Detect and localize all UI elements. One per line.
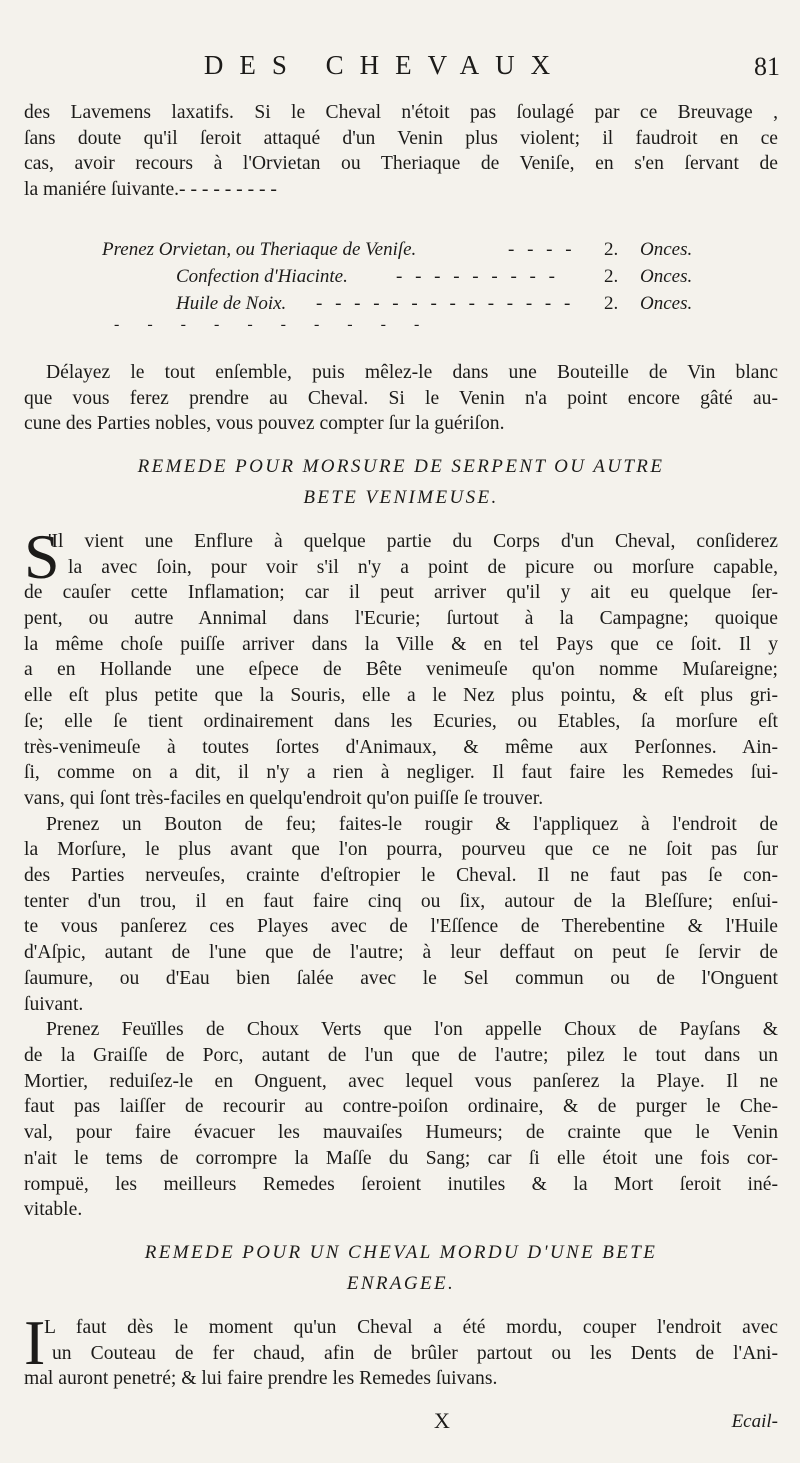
page-number: 81 [754, 52, 780, 81]
text-line: n'ait le tems de corrompre la Maſſe du Sang; car ſi elle étoit une fois cor- [24, 1147, 778, 1169]
text-line: 'Il vient une Enflure à quelque partie du Corps d'un Cheval, conſiderez [48, 530, 778, 552]
signature-mark: X [434, 1408, 450, 1433]
text-line: elle eſt plus petite que la Souris, elle a le Nez plus pointu, & eſt plus gri- [24, 685, 778, 707]
text-line: la maniére ſuivante.- - - - - - - - - [24, 179, 277, 201]
text-line: pent, ou autre Annimal dans l'Ecurie; ſurtout à la Campagne; quoique [24, 608, 778, 630]
recipe-leader: - - - - - - - - - - - - - - [316, 292, 575, 314]
paragraph-5 [24, 1306, 778, 1392]
text-line: de la Graiſſe de Porc, autant de l'un que de l'autre; pilez le tout dans un [24, 1044, 778, 1066]
text-line: que vous ferez prendre au Cheval. Si le Venin n'a point encore gâté au- [24, 387, 778, 409]
recipe-leader: - - - - [508, 238, 576, 260]
recipe-unit: Onces. [640, 292, 693, 314]
text-line: d'Aſpic, autant de l'une que de l'autre; à leur deffaut on peut ſe ſervir de [24, 942, 778, 964]
recipe-quantity: 2. [604, 265, 619, 287]
recipe-item [24, 239, 778, 266]
recipe-ingredient: Prenez Orvietan, ou Theriaque de Veniſe. [102, 238, 417, 260]
paragraph-2 [24, 520, 778, 812]
recipe-quantity: 2. [604, 238, 619, 260]
recipe-quantity: 2. [604, 292, 619, 314]
text-line: la Morſure, le plus avant que l'on pourra, pourveu que ce ne ſoit pas ſur [24, 839, 778, 861]
text-line: a en Hollande une eſpece de Bête venimeuſe qu'on nomme Muſareigne; [24, 659, 778, 681]
heading-line: REMEDE POUR UN CHEVAL MORDU D'UNE BETE [144, 1241, 658, 1263]
text-line: très-venimeuſe à toutes ſortes d'Animaux, & même aux Perſonnes. Ain- [24, 736, 778, 758]
text-line: ſi, comme on a dit, il n'y a rien à negliger. Il faut faire les Remedes ſui- [24, 762, 778, 784]
text-line: vans, qui ſont très-faciles en quelqu'endroit qu'on puiſſe ſe trouver. [24, 787, 544, 809]
heading-line: BETE VENIMEUSE. [303, 486, 499, 508]
text-line: val, pour faire évacuer les mauvaiſes Humeurs; de crainte que le Venin [24, 1122, 778, 1144]
text-line: Prenez un Bouton de feu; faites-le rougir & l'appliquez à l'endroit de [46, 813, 778, 835]
text-line: L faut dès le moment qu'un Cheval a été mordu, couper l'endroit avec [44, 1316, 778, 1338]
text-line: un Couteau de fer chaud, afin de brûler partout ou les Dents de l'Ani- [52, 1342, 778, 1364]
recipe-ingredient: Confection d'Hiacinte. [176, 265, 348, 287]
section-heading-serpent [24, 451, 778, 513]
text-line: tenter d'un trou, il en faut faire cinq ou ſix, autour de la Bleſſure; enſui- [24, 890, 778, 912]
heading-line: REMEDE POUR MORSURE DE SERPENT OU AUTRE [137, 455, 665, 477]
text-line: Mortier, reduiſez-le en Onguent, avec lequel vous panſerez la Playe. Il ne [24, 1070, 778, 1092]
text-line: de cauſer cette Inflamation; car il peut arriver qu'il y ait eu quelque ſer- [24, 582, 778, 604]
text-line: mal auront penetré; & lui faire prendre les Remedes ſuivans. [24, 1368, 498, 1390]
section-heading-rabid [24, 1237, 778, 1299]
heading-line: ENRAGEE. [346, 1272, 456, 1294]
text-line: ſe; elle ſe tient ordinairement dans les Ecuries, ou Etables, ſa morſure eſt [24, 710, 778, 732]
text-line: faut pas laiſſer de recourir au contre-poiſon ordinaire, & de purger le Che- [24, 1096, 778, 1118]
drop-cap: I [24, 1306, 46, 1378]
text-line: cas, avoir recours à l'Orvietan ou Theriaque de Veniſe, en s'en ſervant de [24, 153, 778, 175]
text-line: vitable. [24, 1199, 83, 1221]
page-footer [0, 1408, 800, 1438]
drop-cap: S [24, 520, 60, 592]
recipe-unit: Onces. [640, 265, 693, 287]
paragraph-1 [24, 360, 778, 437]
recipe-item [24, 293, 778, 320]
text-line: la même choſe puiſſe arriver dans la Ville & en tel Pays que ce ſoit. Il y [24, 633, 778, 655]
paragraph-4 [24, 1017, 778, 1223]
catchword: Ecail- [731, 1411, 778, 1432]
text-line: Délayez le tout enſemble, puis mêlez-le dans une Bouteille de Vin blanc [46, 361, 778, 383]
text-line: ſuivant. [24, 993, 84, 1015]
text-line: rompuë, les meilleurs Remedes ſeroient inutiles & la Mort ſeroit iné- [24, 1173, 778, 1195]
running-header [0, 50, 800, 90]
running-title: DES CHEVAUX [203, 50, 567, 80]
text-line: la avec ſoin, pour voir s'il n'y a point de picure ou morſure capable, [68, 556, 778, 578]
text-line: des Lavemens laxatifs. Si le Cheval n'étoit pas ſoulagé par ce Breuvage , [24, 102, 778, 123]
recipe-list [24, 239, 778, 334]
intro-paragraph [24, 100, 778, 203]
recipe-ingredient: Huile de Noix. [176, 292, 287, 314]
text-line: te vous panſerez ces Playes avec de l'Eſſence de Therebentine & l'Huile [24, 916, 778, 938]
recipe-leader: - - - - - - - - - [396, 265, 559, 287]
recipe-rule: - - - - - - - - - - [114, 315, 432, 333]
text-body [24, 100, 778, 1392]
text-line: cune des Parties nobles, vous pouvez compter ſur la guériſon. [24, 413, 505, 435]
text-line: ſans doute qu'il ſeroit attaqué d'un Venin plus violent; il faudroit en ce [24, 127, 778, 149]
text-line: des Parties nerveuſes, crainte d'eſtropier le Cheval. Il ne faut pas ſe con- [24, 865, 778, 887]
text-line: Prenez Feuïlles de Choux Verts que l'on appelle Choux de Payſans & [46, 1019, 778, 1041]
recipe-unit: Onces. [640, 238, 693, 260]
paragraph-3 [24, 812, 778, 1018]
text-line: ſaumure, ou d'Eau bien ſalée avec le Sel commun ou de l'Onguent [24, 967, 778, 989]
recipe-item [24, 266, 778, 293]
